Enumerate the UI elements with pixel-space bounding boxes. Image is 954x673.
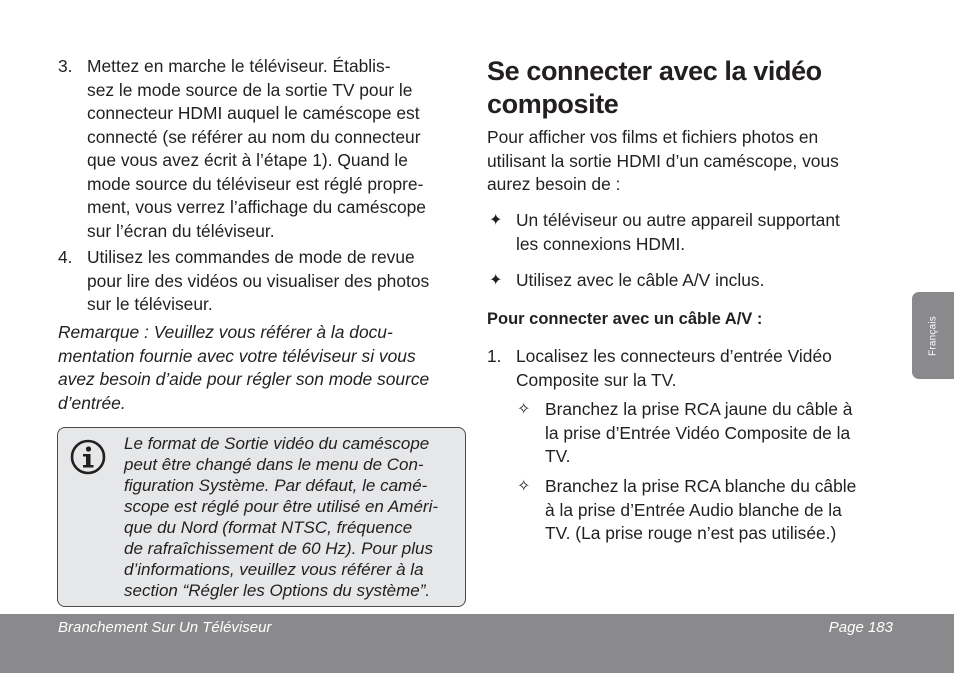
remark-text: Remarque : Veuillez vous référer à la docu- mentation fournie avec votre téléviseur si vous avez besoin d’aide pour régler son mode source d’entrée. bbox=[58, 322, 430, 413]
sub-step-1: Branchez la prise RCA jaune du câble à la prise d’Entrée Vidéo Composite de la TV. bbox=[545, 399, 853, 466]
info-icon bbox=[70, 439, 106, 475]
outline-star-icon: ✧ bbox=[517, 478, 531, 495]
four-point-star-icon: ✦ bbox=[489, 272, 503, 289]
page-number: Page 183 bbox=[828, 619, 893, 636]
requirement-2: Utilisez avec le câble A/V inclus. bbox=[516, 270, 765, 290]
outline-star-icon: ✧ bbox=[517, 401, 531, 418]
item-3-number: 3. bbox=[58, 56, 73, 76]
requirement-1: Un téléviseur ou autre appareil supportant les connexions HDMI. bbox=[516, 210, 840, 254]
item-4-text: Utilisez les commandes de mode de revue pour lire des vidéos ou visualiser des photos sur le téléviseur. bbox=[87, 247, 430, 314]
step-1-number: 1. bbox=[487, 346, 502, 366]
subheading: Pour connecter avec un câble A/V : bbox=[487, 310, 763, 328]
section-heading: Se connecter avec la vidéo composite bbox=[487, 56, 822, 119]
intro-text: Pour afficher vos films et fichiers photos en utilisant la sortie HDMI d’un caméscope, vous aurez besoin de : bbox=[487, 127, 839, 194]
four-point-star-icon: ✦ bbox=[489, 212, 503, 229]
item-3-text: Mettez en marche le téléviseur. Établis- sez le mode source de la sortie TV pour le connecteur HDMI auquel le caméscope est connecté (se référer au nom du connecteur que vous avez écrit à l’étape 1). Quand le mode source du téléviseur est réglé propre- ment, vous verrez l’affichage du caméscope sur l’écran du téléviseur. bbox=[87, 56, 426, 241]
language-side-tab: Français bbox=[912, 292, 954, 379]
item-4-number: 4. bbox=[58, 247, 73, 267]
footer-section-title: Branchement Sur Un Téléviseur bbox=[58, 619, 272, 636]
sub-step-2: Branchez la prise RCA blanche du câble à la prise d’Entrée Audio blanche de la TV. (La prise rouge n’est pas utilisée.) bbox=[545, 476, 857, 543]
page-footer bbox=[0, 614, 954, 673]
note-text: Le format de Sortie vidéo du caméscope peut être changé dans le menu de Con- figuration Système. Par défaut, le camé- scope est réglé pour être utilisé en Améri- que du Nord (format NTSC, fréquence de rafraîchissement de 60 Hz). Pour plus d’informations, veuillez vous référer à la section “Régler les Options du système”. bbox=[124, 434, 439, 600]
step-1-text: Localisez les connecteurs d’entrée Vidéo Composite sur la TV. bbox=[516, 346, 832, 390]
note-box bbox=[57, 427, 466, 607]
